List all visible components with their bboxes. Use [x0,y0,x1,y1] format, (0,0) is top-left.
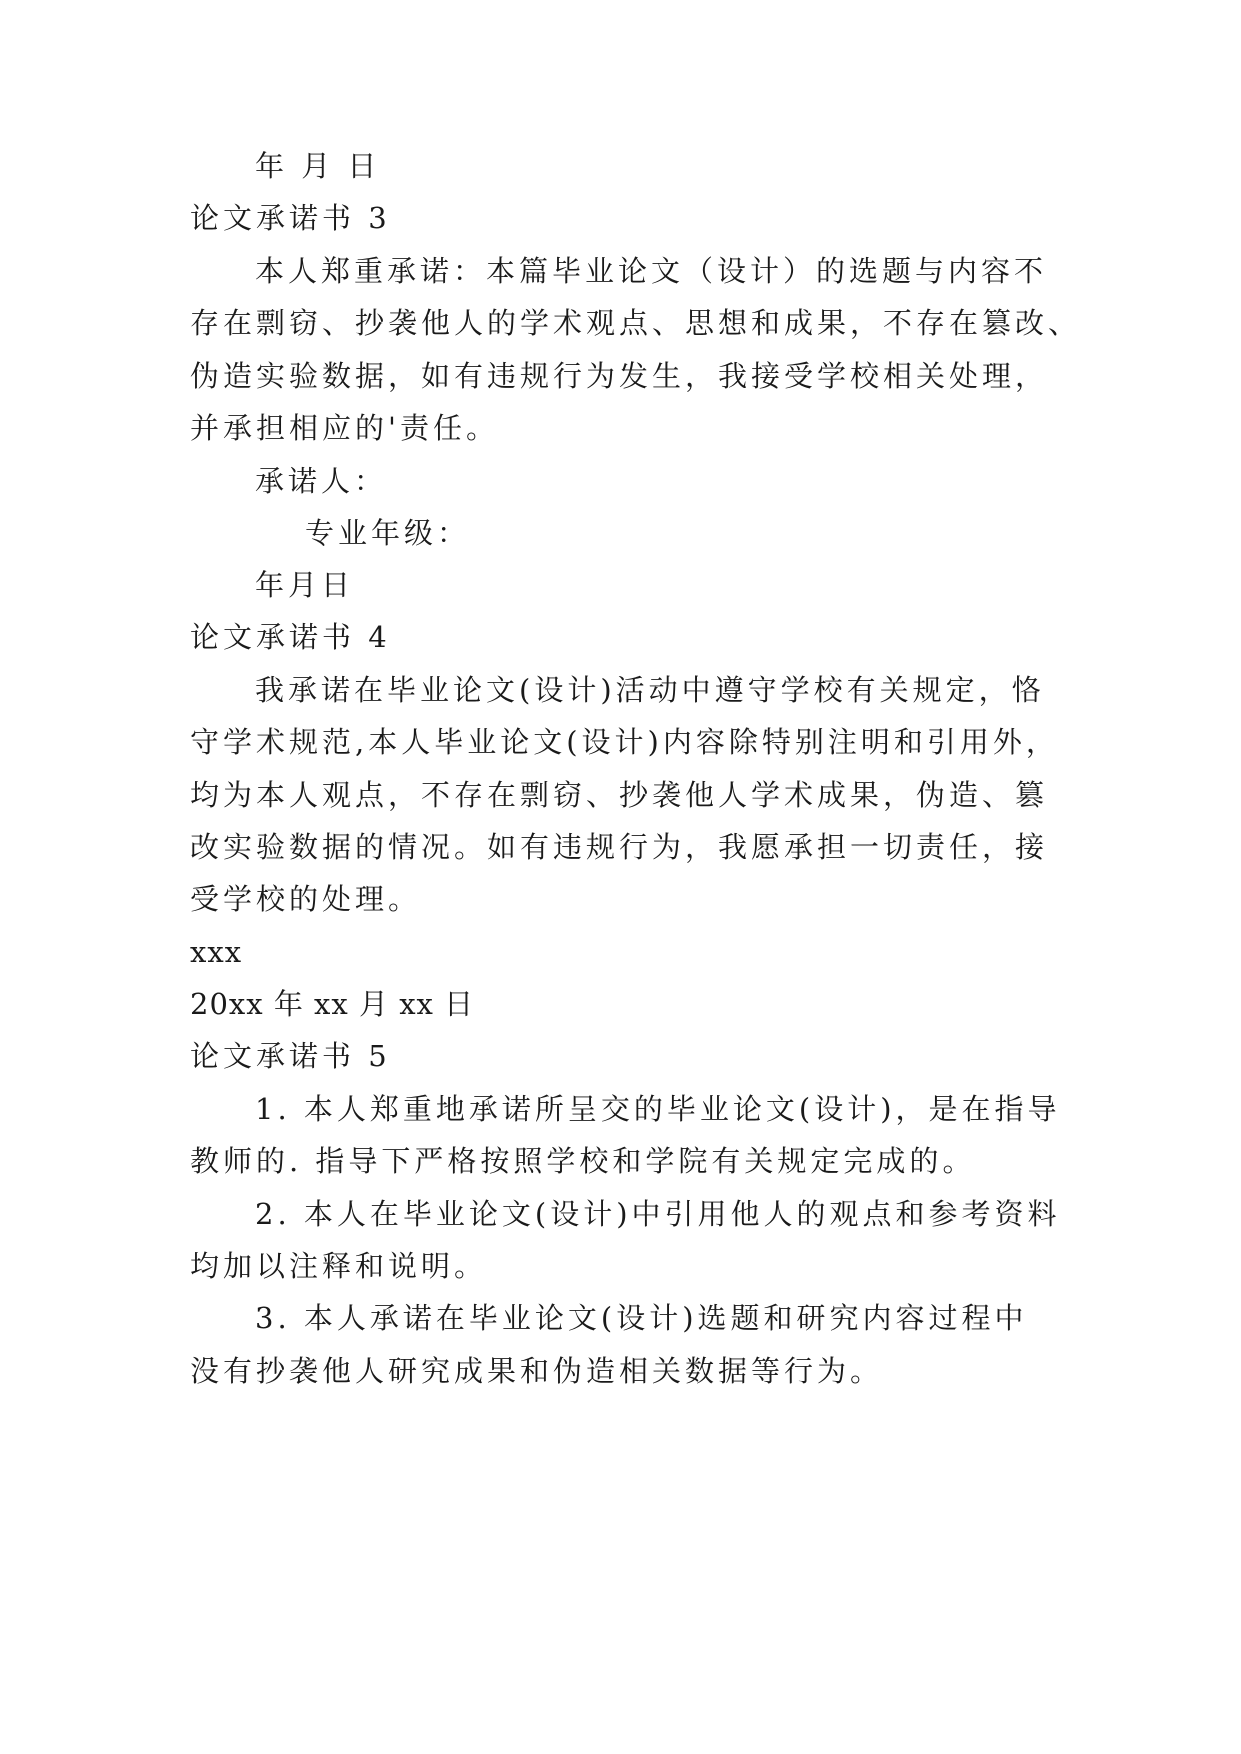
date-line: 年月日 [255,568,355,602]
paragraph-line: 伪造实验数据，如有违规行为发生，我接受学校相关处理， [190,359,1049,393]
paragraph-line: 受学校的处理。 [190,882,422,916]
paragraph-line: 我承诺在毕业论文(设计)活动中遵守学校有关规定，恪 [255,673,1045,707]
date-line: 20xx 年 xx 月 xx 日 [190,987,475,1021]
section-heading-3: 论文承诺书 3 [190,201,391,235]
major-grade-label: 专业年级： [305,516,471,550]
paragraph-line: 本人郑重承诺：本篇毕业论文（设计）的选题与内容不 [255,254,1048,288]
date-line-3: 年 月 日 [255,149,381,183]
paragraph-line: 并承担相应的'责任。 [190,411,499,445]
paragraph-line: 存在剽窃、抄袭他人的学术观点、思想和成果，不存在篡改、 [190,306,1082,340]
paragraph-line: 3. 本人承诺在毕业论文(设计)选题和研究内容过程中 [255,1301,1028,1335]
paragraph-line: 均加以注释和说明。 [190,1249,488,1283]
section-heading-4: 论文承诺书 4 [190,620,391,654]
paragraph-line: 1. 本人郑重地承诺所呈交的毕业论文(设计)，是在指导 [255,1092,1061,1126]
paragraph-line: 没有抄袭他人研究成果和伪造相关数据等行为。 [190,1354,884,1388]
section-heading-5: 论文承诺书 5 [190,1039,391,1073]
paragraph-line: 改实验数据的情况。如有违规行为，我愿承担一切责任，接 [190,830,1049,864]
paragraph-line: 均为本人观点，不存在剽窃、抄袭他人学术成果，伪造、篡 [190,778,1049,812]
paragraph-line: 2. 本人在毕业论文(设计)中引用他人的观点和参考资料 [255,1197,1061,1231]
promisor-label: 承诺人： [255,464,388,498]
paragraph-line: 守学术规范,本人毕业论文(设计)内容除特别注明和引用外， [190,725,1059,759]
signature-placeholder: xxx [190,935,243,969]
paragraph-line: 教师的. 指导下严格按照学校和学院有关规定完成的。 [190,1144,976,1178]
